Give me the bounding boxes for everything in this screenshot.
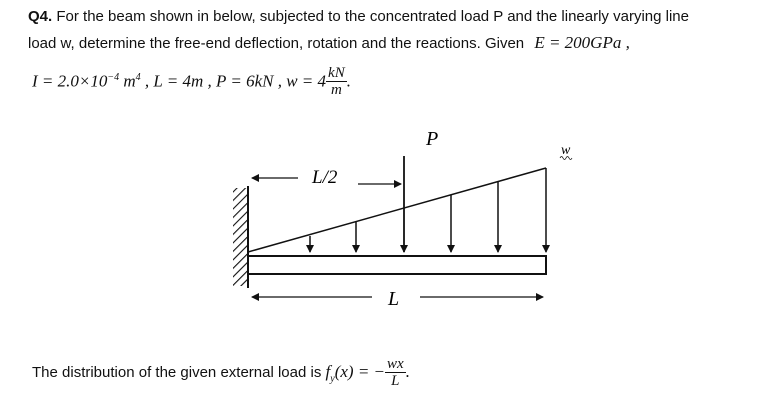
w-unit-denominator: m: [330, 82, 342, 99]
given-i-unit: m: [123, 71, 136, 91]
problem-text-1: For the beam shown in below, subjected to the concentrated load P and the linearly varying line: [56, 8, 689, 25]
function-subscript: y: [330, 373, 335, 385]
question-number: Q4.: [28, 8, 53, 25]
footer-line: [32, 352, 410, 392]
w-unit-numerator: kN: [328, 65, 345, 82]
given-end: .: [346, 71, 351, 91]
given-e: E = 200GPa ,: [534, 33, 630, 52]
load-fraction-numerator: wx: [387, 355, 404, 372]
problem-text-2: load w, determine the free-end deflection, rotation and the reactions. Given: [28, 35, 525, 52]
linear-load-distribution: [248, 168, 546, 252]
function-argument: (x) = −: [334, 362, 386, 381]
label-l: L: [388, 288, 400, 310]
given-l-p-w: , L = 4m , P = 6kN , w = 4: [140, 71, 327, 91]
function-name: f: [325, 362, 331, 381]
footer-end: .: [405, 362, 410, 381]
given-i-exponent: −4: [107, 72, 120, 83]
given-i: I = 2.0×10: [32, 71, 108, 91]
label-half-length: L/2: [312, 167, 338, 188]
footer-function: [325, 355, 410, 389]
footer-text: The distribution of the given external load is: [32, 364, 322, 381]
load-fraction-denominator: L: [391, 372, 400, 389]
load-fraction: [385, 356, 406, 389]
given-i-unit-exponent: 4: [135, 72, 141, 83]
label-p: P: [426, 128, 439, 150]
label-w: w: [561, 143, 571, 158]
beam: [248, 256, 546, 274]
fixed-wall-support: [233, 186, 248, 288]
